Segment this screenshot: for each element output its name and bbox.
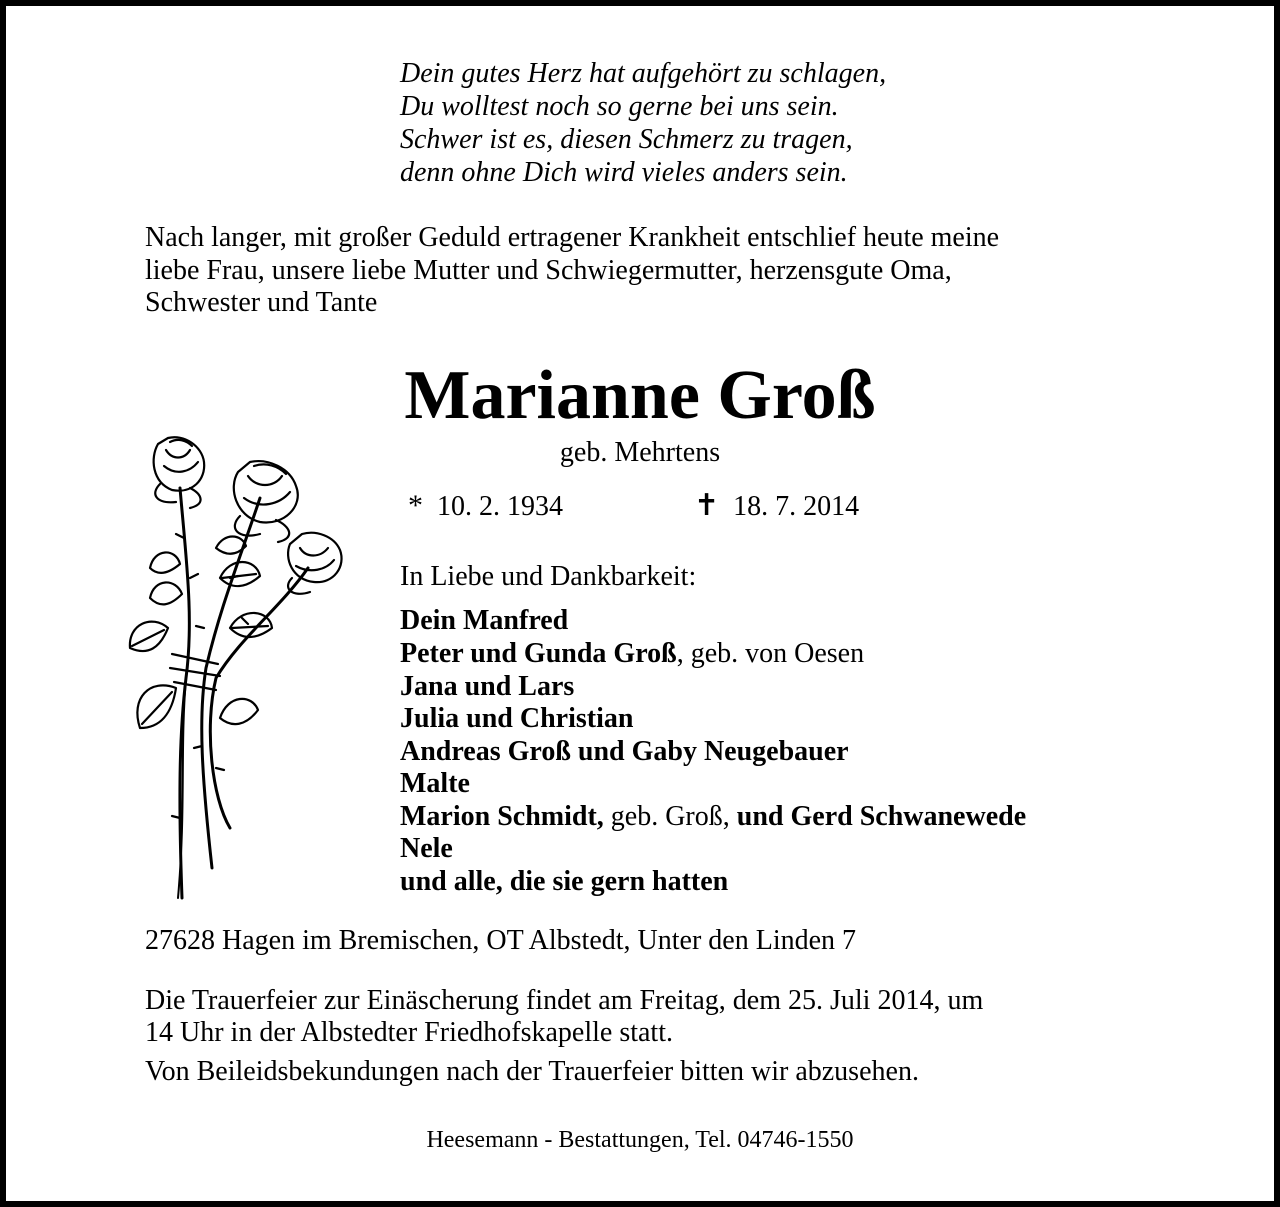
birth-date-line	[408, 488, 563, 525]
maiden-name: geb. Mehrtens	[559, 437, 721, 468]
mourner-note: geb. Groß,	[603, 801, 737, 832]
mourner-name: und Gerd Schwanewede	[736, 801, 1027, 832]
birth-star-icon: *	[408, 489, 423, 522]
poem-line: Dein gutes Herz hat aufgehört zu schlagen,	[400, 58, 887, 89]
mourners-lead: In Liebe und Dankbarkeit:	[400, 561, 697, 592]
mourner-line: Dein Manfred	[400, 605, 569, 636]
mourner-note: , geb. von Oesen	[676, 638, 865, 669]
mourner-line: Malte	[400, 768, 470, 799]
intro-line: Schwester und Tante	[145, 287, 378, 318]
mourner-line: Andreas Groß und Gaby Neugebauer	[400, 736, 849, 767]
death-date: 18. 7. 2014	[733, 491, 860, 522]
poem-line: Schwer ist es, diesen Schmerz zu tragen,	[400, 124, 853, 155]
intro-line: liebe Frau, unsere liebe Mutter und Schwiegermutter, herzensgute Oma,	[145, 255, 952, 286]
address: 27628 Hagen im Bremischen, OT Albstedt, Unter den Linden 7	[145, 925, 857, 956]
service-line: Von Beileidsbekundungen nach der Trauerfeier bitten wir abzusehen.	[145, 1056, 919, 1087]
poem-line: Du wolltest noch so gerne bei uns sein.	[400, 91, 839, 122]
birth-date: 10. 2. 1934	[437, 491, 563, 522]
mourner-line: Julia und Christian	[400, 703, 634, 734]
mourner-line: Nele	[400, 833, 453, 864]
mourner-line	[400, 801, 1026, 833]
mourner-name: Marion Schmidt,	[400, 801, 604, 832]
intro-line: Nach langer, mit großer Geduld ertragener Krankheit entschlief heute meine	[145, 222, 1000, 253]
mourner-line	[400, 638, 864, 670]
cross-icon: ✝	[694, 489, 720, 522]
service-line: Die Trauerfeier zur Einäscherung findet am Freitag, dem 25. Juli 2014, um	[145, 985, 984, 1016]
death-date-line	[694, 488, 859, 525]
funeral-home-footer: Heesemann - Bestattungen, Tel. 04746-1550	[426, 1127, 854, 1153]
deceased-name: Marianne Groß	[404, 357, 876, 434]
service-line: 14 Uhr in der Albstedter Friedhofskapelle statt.	[145, 1017, 673, 1048]
mourner-line: und alle, die sie gern hatten	[400, 866, 729, 897]
mourner-line: Jana und Lars	[400, 671, 575, 702]
roses-icon	[120, 428, 360, 908]
mourner-name: Peter und Gunda Groß	[400, 638, 677, 669]
poem-line: denn ohne Dich wird vieles anders sein.	[400, 157, 848, 188]
